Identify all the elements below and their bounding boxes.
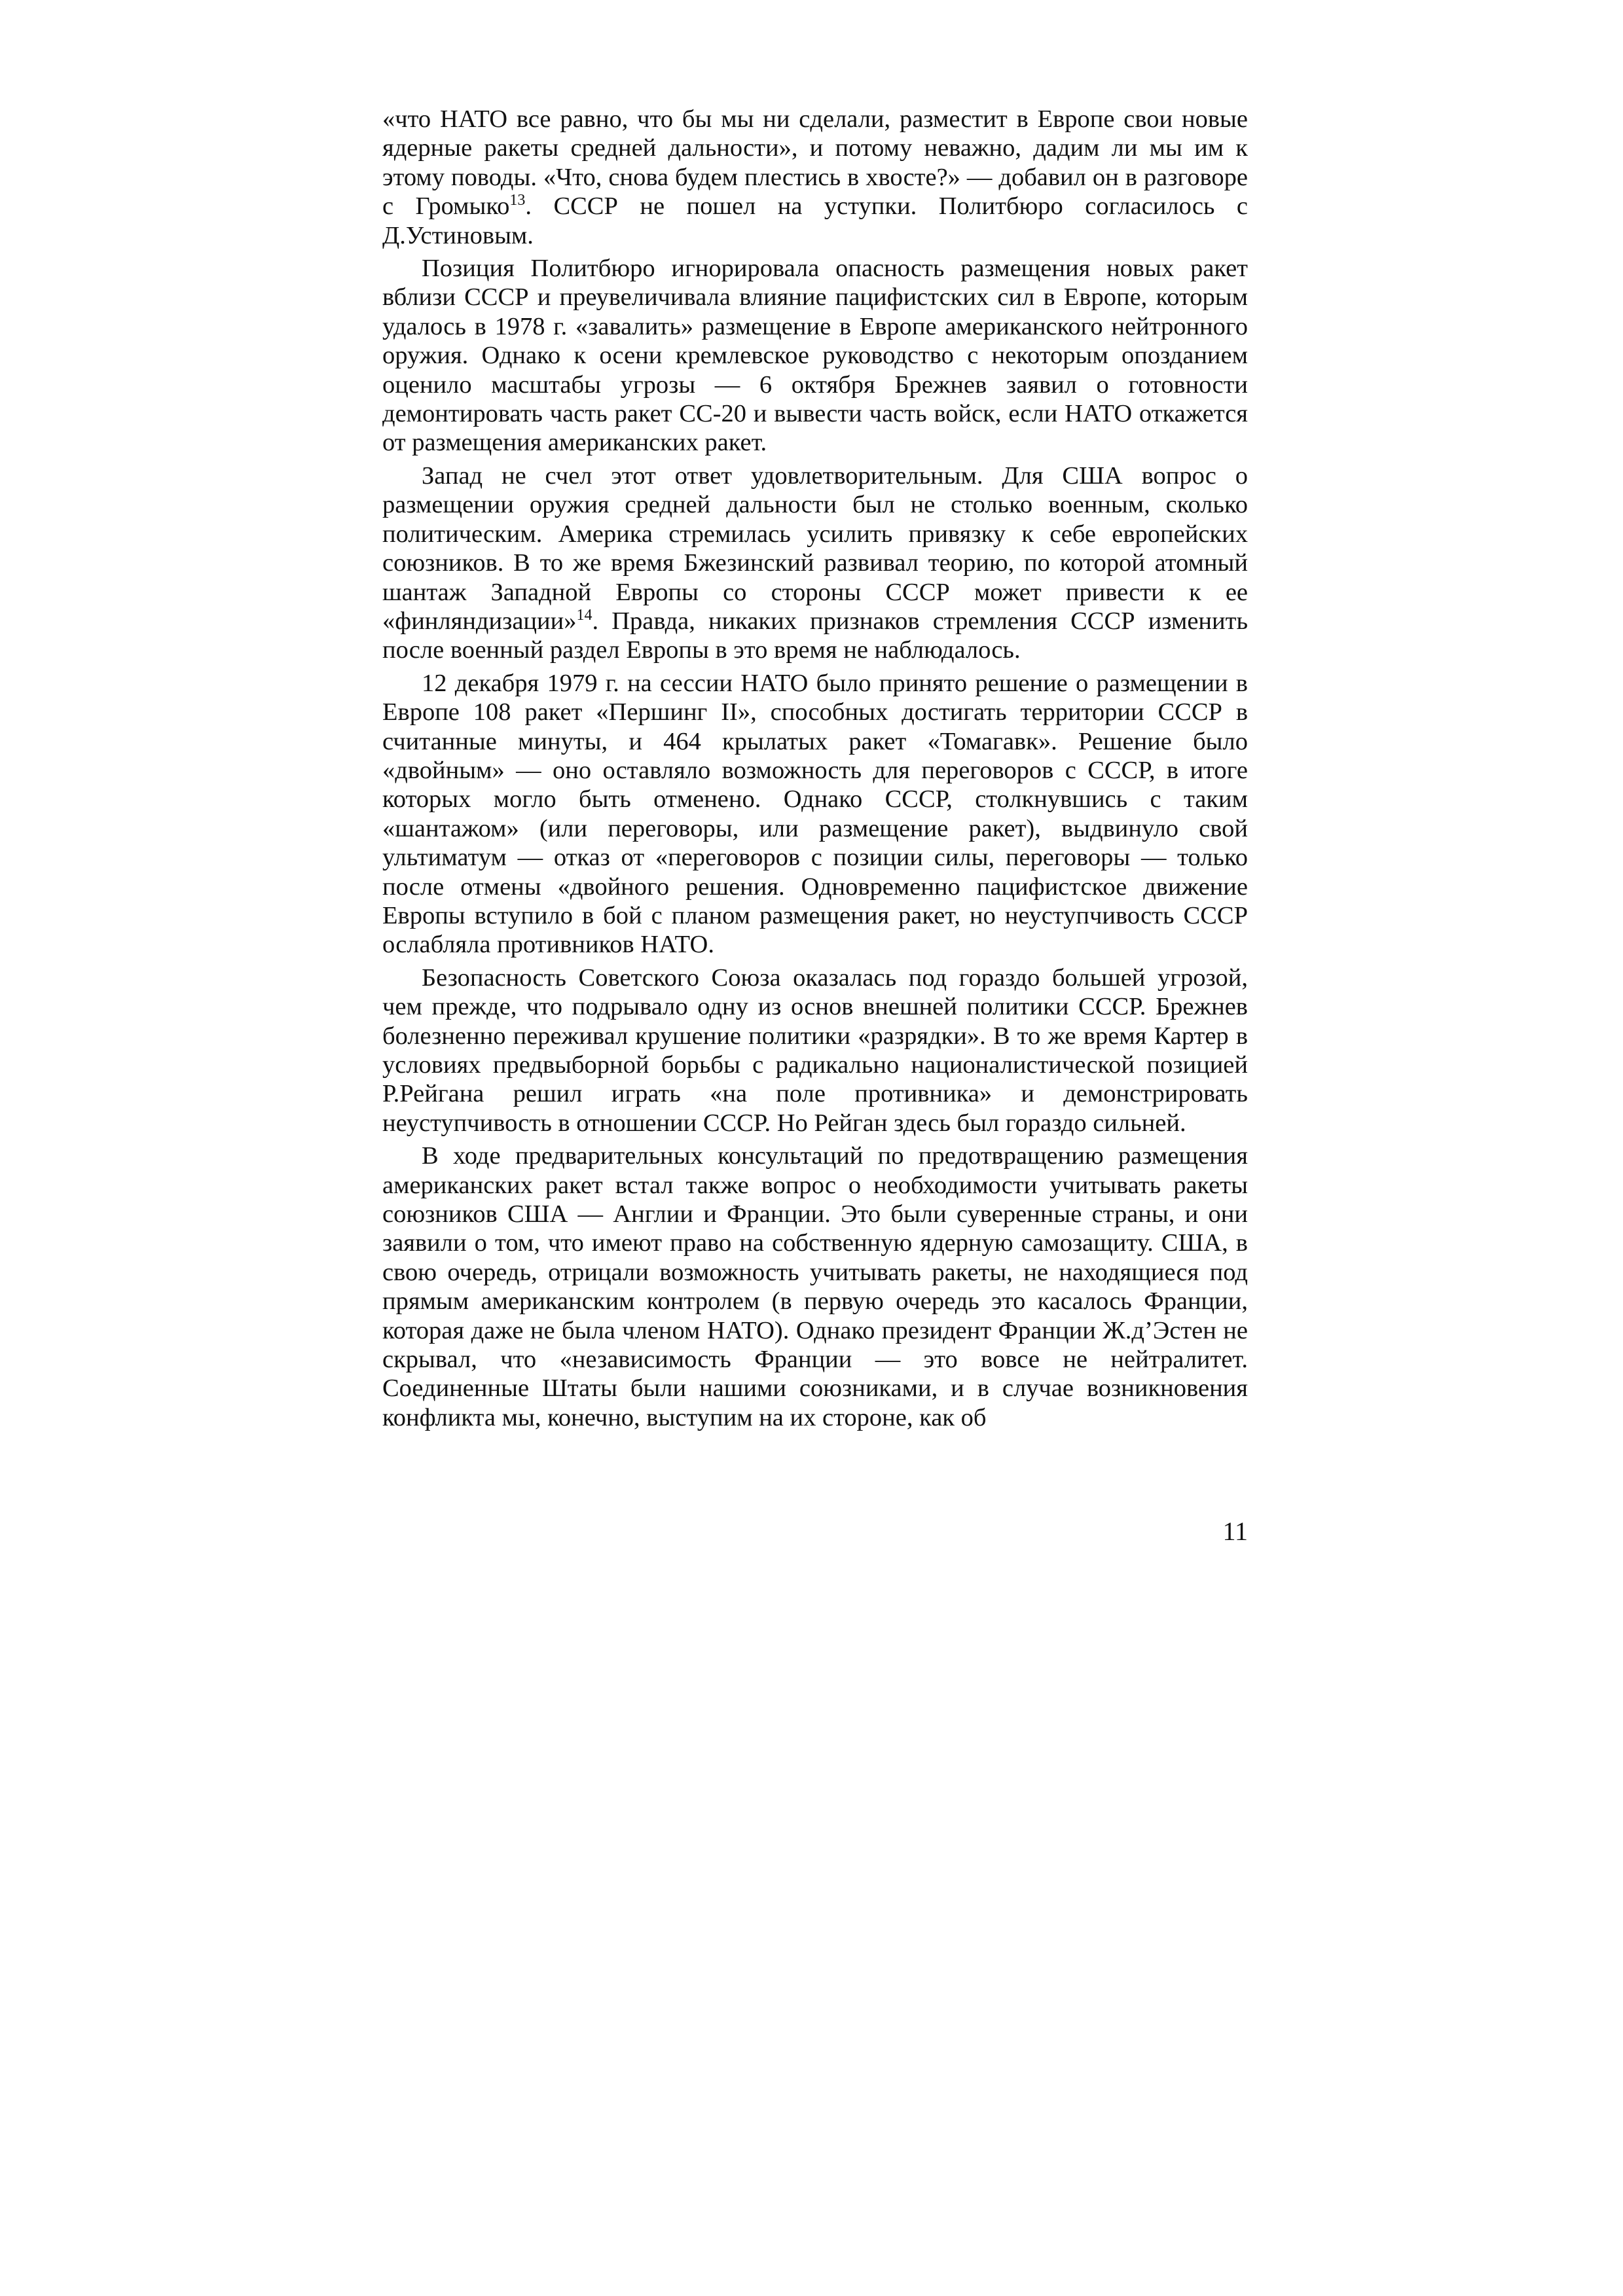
paragraph-text: «что НАТО все равно, что бы мы ни сделали, разместит в Европе свои новые ядерные ракеты средней дальности», и потому неважно, дадим ли мы им к этому поводы. «Что, снова будем плестись в хвосте?» — добавил он в разговоре с Громыко	[382, 105, 1248, 221]
body-text	[382, 105, 1248, 1436]
paragraph-text: В ходе предварительных консультаций по предотвращению размещения американских ракет встал также вопрос о необходимости учитывать ракеты союзников США — Англии и Франции. Это были суверенные страны, и они заявили о том, что имеют право на собственную ядерную самозащиту. США, в свою очередь, отрицали возможность учитывать ракеты, не находящиеся под прямым американским контролем (в первую очередь это касалось Франции, которая даже не была членом НАТО). Однако президент Франции Ж.д’Эстен не скрывал, что «независимость Франции — это вовсе не нейтралитет. Соединенные Штаты были нашими союзниками, и в случае возникновения конфликта мы, конечно, выступим на их стороне, как об	[382, 1142, 1248, 1431]
paragraph-text: 12 декабря 1979 г. на сессии НАТО было принято решение о размещении в Европе 108 ракет «Першинг II», способных достигать территории СССР в считанные минуты, и 464 крылатых ракет «Томагавк». Решение было «двойным» — оно оставляло возможность для переговоров с СССР, в итоге которых могло быть отменено. Однако СССР, столкнувшись с таким «шантажом» (или переговоры, или размещение ракет), выдвинуло свой ультиматум — отказ от «переговоров с позиции силы, переговоры — только после отмены «двойного решения. Одновременно пацифистское движение Европы вступило в бой с планом размещения ракет, но неуступчивость СССР ослабляла противников НАТО.	[382, 669, 1248, 959]
paragraph-6	[382, 1141, 1248, 1432]
paragraph-text: . Правда, никаких признаков стремления СССР изменить после военный раздел Европы в это время не наблюдалось.	[382, 607, 1248, 664]
page-number: 11	[1222, 1516, 1248, 1546]
paragraph-text: Позиция Политбюро игнорировала опасность размещения новых ракет вблизи СССР и преувеличивала влияние пацифистских сил в Европе, которым удалось в 1978 г. «завалить» размещение в Европе американского нейтронного оружия. Однако к осени кремлевское руководство с некоторым опозданием оценило масштабы угрозы — 6 октября Брежнев заявил о готовности демонтировать часть ракет СС-20 и вывести часть войск, если НАТО откажется от размещения американских ракет.	[382, 255, 1248, 457]
paragraph-1	[382, 105, 1248, 250]
paragraph-5	[382, 963, 1248, 1138]
footnote-marker: 14	[576, 607, 593, 624]
paragraph-4	[382, 669, 1248, 960]
paragraph-2	[382, 254, 1248, 457]
paragraph-3	[382, 461, 1248, 665]
paragraph-text: Запад не счел этот ответ удовлетворительным. Для США вопрос о размещении оружия средней дальности был не столько военным, сколько политическим. Америка стремилась усилить привязку к себе европейских союзников. В то же время Бжезинский развивал теорию, по которой атомный шантаж Западной Европы со стороны СССР может привести к ее «финляндизации»	[382, 461, 1248, 635]
paragraph-text: . СССР не пошел на уступки. Политбюро согласилось с Д.Устиновым.	[382, 192, 1249, 249]
footnote-marker: 13	[509, 192, 526, 209]
paragraph-text: Безопасность Советского Союза оказалась под гораздо большей угрозой, чем прежде, что подрывало одну из основ внешней политики СССР. Брежнев болезненно переживал крушение политики «разрядки». В то же время Картер в условиях предвыборной борьбы с радикально националистической позицией Р.Рейгана решил играть «на поле противника» и демонстрировать неуступчивость в отношении СССР. Но Рейган здесь был гораздо сильней.	[382, 963, 1248, 1137]
